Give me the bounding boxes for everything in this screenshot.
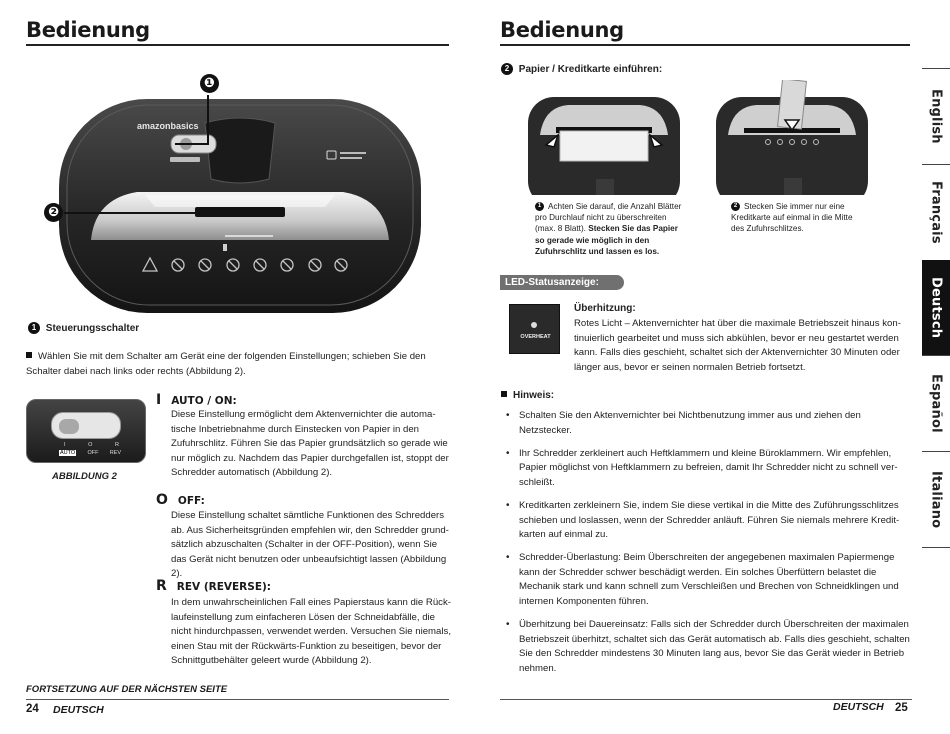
overheat-indicator <box>509 304 560 354</box>
switch-symbol-r: R <box>115 442 119 448</box>
mode-rev-heading <box>156 578 271 594</box>
switch-symbol-o: O <box>88 442 93 448</box>
step-1-number: 1 <box>535 202 544 211</box>
mode-off-text: Diese Einstellung schaltet sämtliche Funktionen des Schredders ab. Aus Sicherheitsgründen empfehlen wir, den Schredder grundsätzlich abzuschalten (Schalter in der OFF-Position), wenn Sie das Gerät nicht benutzen oder unbeaufsichtigt lassen (Abbildung 2). <box>171 510 449 580</box>
hint-item: • Schredder-Überlastung: Beim Überschreiten der angegebenen maximalen Papiermenge kann der Schredder schwer beschädigt werden. Ein solches Überfüttern belastet die Mechanik stark und kann schnell zum Verschleißen und Brechen von Schneidklingen und internen Komponenten führen. <box>501 551 913 609</box>
mode-rev-text: In dem unwahrscheinlichen Fall eines Papierstaus kann die Rücklaufeinstellung zum einfacheren Lösen der Schneidabfälle, die nicht hindurchpassen, verwendet werden. Versuchen Sie niemals, einen Stau mit der Rückwärts-Funktion zu beseitigen, bevor der Schnittgutbehälter geleert wurde (Abbildung 2). <box>171 597 451 667</box>
hint-list <box>501 409 913 685</box>
step-1-text: Achten Sie darauf, die Anzahl Blätter pro Durchlauf nicht zu überschreiten (max. 8 Blatt). <box>535 202 682 234</box>
tab-espanol-label: Español <box>928 374 944 433</box>
figure-caption: ABBILDUNG 2 <box>52 471 117 482</box>
callout-line-2 <box>64 212 250 214</box>
mode-off-symbol: O <box>156 492 168 508</box>
left-footer-rule <box>26 699 449 700</box>
mode-rev-label: REV (REVERSE): <box>176 581 271 593</box>
right-page-number: 25 <box>895 702 908 714</box>
section-1-number: 1 <box>28 322 40 334</box>
overheat-title: Überhitzung: <box>574 303 636 314</box>
figure-switch <box>51 412 121 439</box>
switch-label-off: OFF <box>87 450 99 456</box>
step-2-text: Stecken Sie immer nur eine Kreditkarte auf einmal in die Mitte des Zufuhrschlitzes. <box>731 202 853 234</box>
tab-espanol[interactable] <box>922 355 950 451</box>
mode-auto-heading <box>156 392 237 408</box>
left-title-rule <box>26 44 449 46</box>
callout-line-1-vertical <box>207 95 209 145</box>
square-bullet-icon <box>26 352 32 358</box>
left-footer-lang: DEUTSCH <box>53 704 104 716</box>
section-2-number: 2 <box>501 63 513 75</box>
mode-auto-label: AUTO / ON: <box>171 395 237 407</box>
tab-english-label: English <box>928 89 944 144</box>
hint-heading <box>501 389 554 404</box>
section-2-heading <box>501 63 662 78</box>
right-title-rule <box>500 44 910 46</box>
continue-note: FORTSETZUNG AUF DER NÄCHSTEN SEITE <box>26 684 228 695</box>
tab-francais-label: Français <box>928 181 944 244</box>
intro-paragraph <box>26 350 436 379</box>
mode-off-label: OFF: <box>177 495 205 507</box>
tab-italiano-label: Italiano <box>928 470 944 529</box>
section-1-title: Steuerungsschalter <box>45 323 140 334</box>
tab-english[interactable] <box>922 68 950 164</box>
right-footer-rule <box>500 699 912 700</box>
step-2-number: 2 <box>731 202 740 211</box>
hint-title: Hinweis: <box>513 390 555 401</box>
led-status-bar: LED-Statusanzeige: <box>500 275 624 290</box>
intro-text: Wählen Sie mit dem Schalter am Gerät eine der folgenden Einstellungen; schieben Sie den Schalter dabei nach links oder rechts (Abbildung 2). <box>26 351 426 377</box>
shredder-top-view <box>55 95 425 317</box>
step-1-bold-text: Stecken Sie das Papier so gerade wie möglich in den Zufuhrschlitz und lassen es los. <box>535 224 678 256</box>
callout-line-1 <box>175 143 208 145</box>
hint-item: • Überhitzung bei Dauereinsatz: Falls sich der Schredder durch Überschreiten der maximalen Betriebszeit überhitzt, schaltet sich das Gerät automatisch ab. Falls dies geschieht, schalten Sie den Schredder mindestens 30 Minuten lang aus, bevor Sie das Gerät wieder in Betrieb nehmen. <box>501 618 913 676</box>
hint-item: • Kreditkarten zerkleinern Sie, indem Sie diese vertikal in die Mitte des Zuführungsschlitzes schieben und loslassen, wenn der Schredder anläuft. Führen Sie niemals mehrere Kreditkarten auf einmal zu. <box>501 499 913 543</box>
paper-insertion-image <box>524 95 684 195</box>
overheat-text: Rotes Licht – Aktenvernichter hat über die maximale Betriebszeit hinaus kontinuierlich gearbeitet und muss sich abkühlen, bevor er neu gestartet werden kann. Falls dies geschieht, schaltet sich der Aktenvernichter 30 Minuten oder länger aus, bevor er seinen normalen Betrieb fortsetzt. <box>574 318 901 373</box>
mode-off-heading <box>156 492 205 508</box>
callout-1-badge: ❶ <box>200 74 219 93</box>
hint-item: • Ihr Schredder zerkleinert auch Heftklammern und kleine Büroklammern. Wir empfehlen, Papier möglichst von Heftklammern zu befreien, damit Ihr Schredder nicht zu schnell verschleißt. <box>501 447 913 491</box>
mode-auto-symbol: I <box>156 392 162 408</box>
led-light-icon <box>531 322 537 328</box>
brand-logo: amazonbasics <box>137 121 199 131</box>
left-page-number: 24 <box>26 703 39 715</box>
card-insertion-image <box>712 80 872 195</box>
switch-label-auto: AUTO <box>60 450 76 456</box>
switch-symbol-i: I <box>64 442 66 448</box>
right-page-title: Bedienung <box>500 18 624 42</box>
overheat-label: OVERHEAT <box>520 334 551 340</box>
section-2-title: Papier / Kreditkarte einführen: <box>518 64 663 75</box>
left-page-title: Bedienung <box>26 18 150 42</box>
tab-italiano[interactable] <box>922 451 950 548</box>
hint-item: • Schalten Sie den Aktenvernichter bei Nichtbenutzung immer aus und ziehen den Netzstecker. <box>501 409 913 438</box>
figure-2 <box>26 399 146 463</box>
mode-auto-text: Diese Einstellung ermöglicht dem Aktenvernichter die automatische Inbetriebnahme durch Einstecken von Papier in den Zufuhrschlitz. Führen Sie das Papier grundsätzlich so gerade wie nur möglich zu. Nachdem das Papier durchgefallen ist, stoppt der Schredder automatisch (Abbildung 2). <box>171 409 449 479</box>
tab-francais[interactable] <box>922 164 950 260</box>
section-1-heading <box>28 322 139 337</box>
step-2 <box>731 201 856 235</box>
hint-square-icon <box>501 391 507 397</box>
step-1 <box>535 201 683 257</box>
mode-rev-symbol: R <box>156 578 167 594</box>
switch-label-rev: REV <box>109 450 121 456</box>
tab-deutsch[interactable] <box>922 260 950 355</box>
callout-2-badge: ❷ <box>44 203 63 222</box>
tab-deutsch-label: Deutsch <box>928 276 944 339</box>
right-footer-lang: DEUTSCH <box>833 701 884 713</box>
